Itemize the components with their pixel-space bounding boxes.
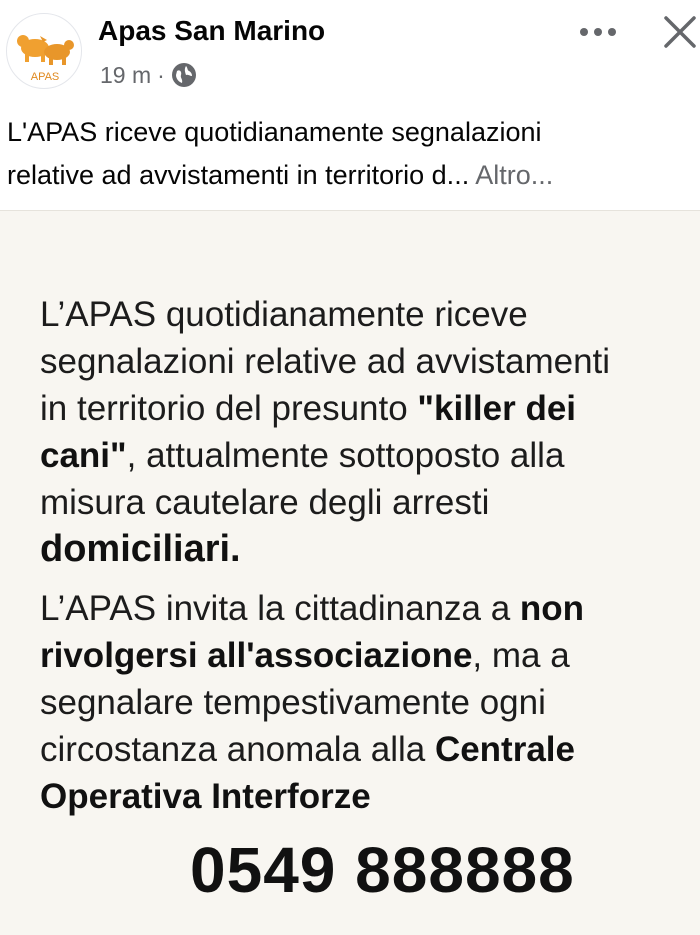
notice-paragraph	[40, 585, 690, 820]
notice-bold-span: domiciliari.	[40, 528, 241, 570]
page-name[interactable]: Apas San Marino	[98, 15, 326, 46]
more-dots-icon	[578, 27, 618, 37]
more-options-button[interactable]	[572, 14, 624, 50]
notice-text-span: circostanza anomala alla	[40, 730, 435, 769]
notice-bold-span: Centrale	[434, 730, 575, 769]
post-time[interactable]: 19 m	[100, 61, 152, 88]
notice-paragraph	[40, 291, 690, 573]
notice-bold-span: Operativa Interforze	[40, 777, 371, 816]
notice-bold-span: non	[519, 589, 585, 628]
apas-logo-icon	[7, 14, 82, 89]
phone-number: 0549 888888	[190, 834, 575, 906]
notice-text-span: , attualmente sottoposto alla	[126, 436, 565, 475]
caption-line	[7, 154, 697, 197]
notice-line	[40, 632, 690, 679]
notice-text	[40, 291, 690, 820]
post-meta	[100, 60, 197, 90]
notice-line: misura cautelare degli arresti	[40, 483, 490, 522]
svg-text:APAS: APAS	[30, 71, 60, 83]
notice-line	[40, 432, 690, 479]
notice-line	[40, 726, 690, 773]
notice-bold-span: rivolgersi all'associazione	[40, 636, 473, 675]
globe-icon[interactable]	[171, 62, 197, 88]
notice-text-span: L’APAS invita la cittadinanza a	[40, 589, 520, 628]
notice-text-span: in territorio del presunto	[40, 389, 418, 428]
notice-line	[40, 526, 690, 573]
notice-line: L’APAS quotidianamente riceve	[40, 295, 528, 334]
notice-line: segnalare tempestivamente ogni	[40, 683, 546, 722]
close-button[interactable]	[660, 12, 700, 52]
post-image[interactable]	[0, 210, 700, 935]
close-icon	[663, 15, 697, 49]
see-more-link[interactable]: Altro...	[475, 160, 554, 190]
caption-line: L'APAS riceve quotidianamente segnalazioni	[7, 117, 542, 147]
post-caption	[7, 111, 697, 197]
avatar[interactable]	[6, 13, 82, 89]
meta-separator: ·	[157, 61, 165, 88]
notice-line	[40, 773, 690, 820]
notice-line	[40, 585, 690, 632]
notice-line	[40, 385, 690, 432]
notice-bold-span: "killer dei	[417, 389, 577, 428]
notice-line: segnalazioni relative ad avvistamenti	[40, 342, 611, 381]
notice-bold-span: cani"	[40, 436, 127, 475]
notice-text-span: , ma a	[472, 636, 570, 675]
caption-text: relative ad avvistamenti in territorio d...	[7, 160, 470, 190]
post-header	[0, 0, 700, 100]
